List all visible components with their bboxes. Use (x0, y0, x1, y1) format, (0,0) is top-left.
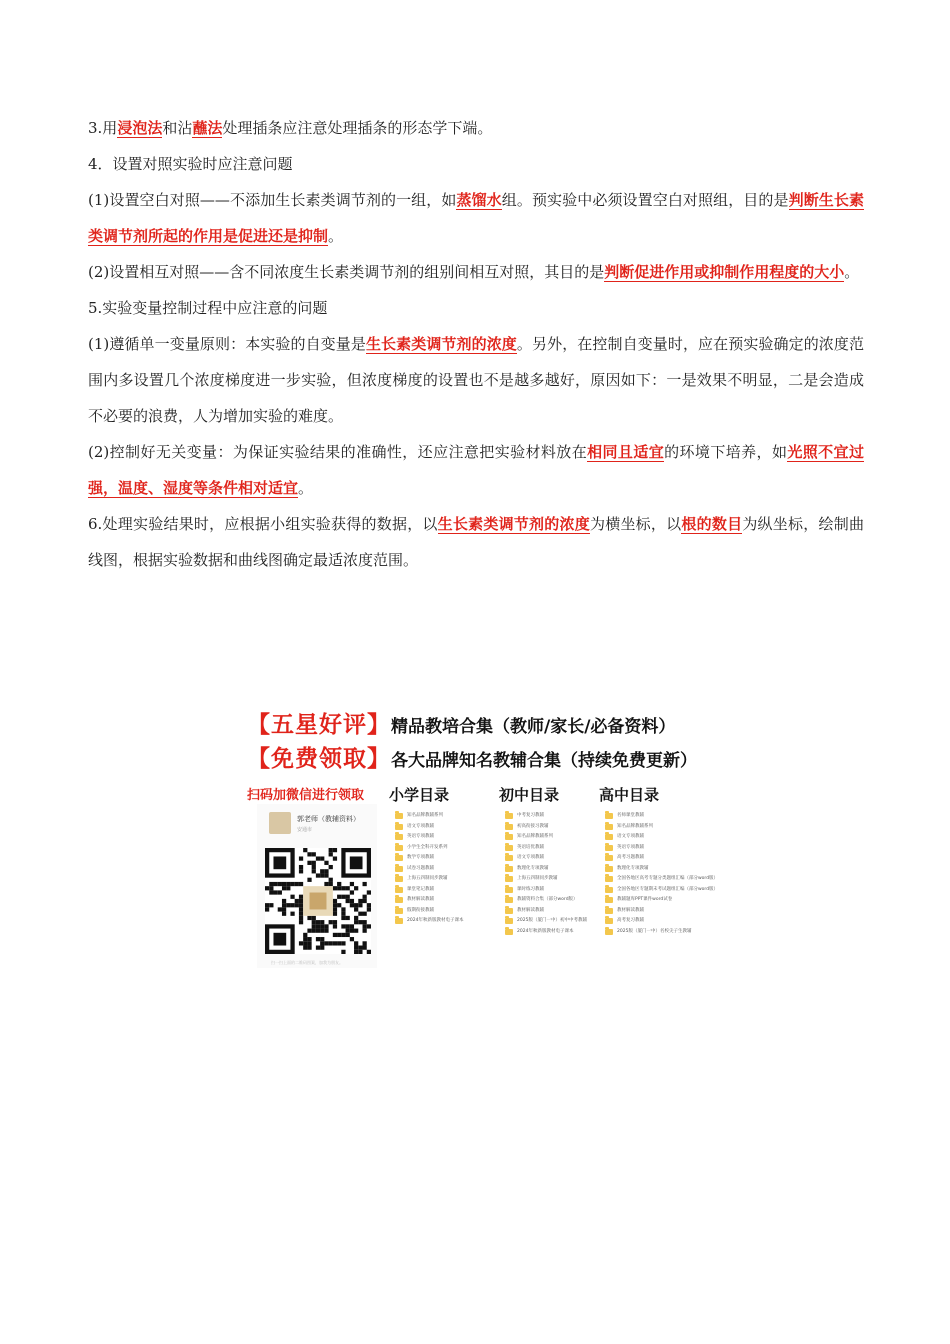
card-sub: 安通市 (297, 827, 313, 833)
promo-banner (247, 700, 719, 968)
text-run: 为纵坐标，绘制曲线图，根据实验数据和曲线图确定最适浓度范围。 (88, 515, 864, 569)
folder-name: 2025版（厦门一中）初中中考教辅 (517, 918, 587, 923)
paragraph (88, 506, 864, 578)
folder-name: 教辅资料合集（部分word版） (517, 897, 578, 902)
text-run: 。 (298, 479, 314, 497)
text-run: 。另外，在控制自变量时，应在预实验确定的浓度范围内多设置几个浓度梯度进一步实验，但浓度梯度的设置也不是越多越好，原因如下：一是效果不明显，二是会造成不必要的浪费，人为增加实验的难度。 (88, 335, 864, 425)
paragraph (88, 290, 864, 326)
folder-item[interactable] (395, 811, 449, 822)
folder-item[interactable] (605, 853, 659, 864)
folder-item[interactable] (395, 832, 449, 843)
folder-name: 知名品牌教辅系列 (517, 834, 553, 839)
text-run: 组。预实验中必须设置空白对照组，目的是 (501, 191, 789, 209)
folder-item[interactable] (505, 811, 559, 822)
card-foot: 扫一扫上面的二维码图案，加我为朋友。 (271, 960, 343, 965)
folder-name: 英语培优教辅 (517, 844, 544, 850)
folder-name: 教材解读教辅 (407, 897, 434, 902)
folder-name: 上海五四制同步教辅 (517, 876, 558, 881)
catalog-column (499, 784, 587, 937)
folder-icon (505, 908, 513, 914)
folder-item[interactable] (395, 864, 449, 875)
folder-icon (395, 824, 403, 830)
folder-item[interactable] (605, 832, 659, 843)
folder-item[interactable] (605, 822, 659, 833)
catalog-column (389, 784, 464, 927)
folder-icon (395, 908, 403, 914)
folder-item[interactable] (395, 853, 449, 864)
folder-icon (505, 897, 513, 903)
folder-name: 知名品牌教辅系列 (617, 823, 653, 829)
folder-icon (605, 929, 613, 935)
text-run: 4．设置对照实验时应注意问题 (88, 155, 293, 173)
folder-name: 中考复习教辅 (517, 813, 544, 818)
folder-item[interactable] (395, 906, 449, 917)
folder-name: 数理化专项教辅 (517, 865, 549, 871)
text-run: 6.处理实验结果时，应根据小组实验获得的数据，以 (88, 515, 438, 533)
folder-icon (605, 918, 613, 924)
folder-icon (505, 834, 513, 840)
promo-tag-free: 【免费领取】 (247, 746, 391, 772)
folder-item[interactable] (395, 885, 449, 896)
highlight-answer: 蘸法 (192, 119, 223, 137)
folder-icon (395, 845, 403, 851)
folder-icon (605, 897, 613, 903)
folder-item[interactable] (605, 864, 659, 875)
folder-name: 上海五四制同步教辅 (407, 876, 448, 881)
text-run: (1)设置空白对照——不添加生长素类调节剂的一组，如 (88, 191, 457, 209)
folder-icon (505, 887, 513, 893)
promo-desc-2: 各大品牌知名教辅合集（持续免费更新） (391, 751, 697, 771)
text-run: (2)控制好无关变量：为保证实验结果的准确性，还应注意把实验材料放在 (88, 443, 588, 461)
folder-item[interactable] (505, 874, 559, 885)
scan-label: 扫码加微信进行领取 (247, 788, 365, 803)
folder-item[interactable] (505, 916, 587, 927)
text-run: 。 (328, 227, 344, 245)
folder-item[interactable] (505, 822, 559, 833)
folder-item[interactable] (505, 853, 559, 864)
folder-item[interactable] (605, 811, 659, 822)
folder-icon (505, 876, 513, 882)
folder-name: 2024年秋新版教材电子课本 (517, 928, 574, 934)
text-run: 为横坐标，以 (589, 515, 682, 533)
folder-item[interactable] (505, 885, 559, 896)
folder-item[interactable] (395, 822, 449, 833)
folder-item[interactable] (605, 895, 673, 906)
folder-name: 数理化专项教辅 (617, 865, 649, 871)
highlight-answer: 蒸馏水 (456, 191, 502, 209)
folder-icon (395, 813, 403, 819)
folder-item[interactable] (505, 927, 574, 938)
folder-icon (505, 824, 513, 830)
folder-item[interactable] (505, 895, 578, 906)
qr-code[interactable] (265, 848, 371, 954)
text-run: 处理插条应注意处理插条的形态学下端。 (222, 119, 493, 137)
folder-icon (395, 897, 403, 903)
folder-item[interactable] (505, 843, 559, 854)
text-run: 和沾 (162, 119, 193, 137)
folder-name: 小学生全科开发系列 (407, 844, 448, 850)
folder-name: 2024年秋新版教材电子课本 (407, 918, 464, 923)
folder-item[interactable] (505, 864, 559, 875)
promo-desc-1: 精品教培合集（教师/家长/必备资料） (391, 717, 676, 737)
paragraph (88, 434, 864, 506)
folder-name: 教材解读教辅 (617, 907, 644, 913)
folder-item[interactable] (605, 916, 659, 927)
folder-name: 知名品牌教辅系列 (407, 813, 443, 818)
highlight-answer: 生长素类调节剂的浓度 (365, 335, 517, 353)
folder-name: 语文专项教辅 (407, 823, 434, 829)
folder-icon (605, 813, 613, 819)
folder-icon (505, 866, 513, 872)
folder-item[interactable] (395, 874, 449, 885)
promo-line-1 (247, 706, 675, 739)
folder-name: 试卷习题教辅 (407, 865, 434, 871)
folder-name: 全国各地区专题期末考试题组汇编（部分word版） (617, 886, 719, 892)
folder-name: 名师课堂教辅 (617, 813, 644, 818)
folder-name: 课时练习教辅 (517, 886, 544, 892)
folder-icon (605, 855, 613, 861)
folder-name: 假期衔接教辅 (407, 907, 434, 913)
folder-item[interactable] (605, 927, 692, 938)
document-body (88, 110, 864, 578)
folder-item[interactable] (505, 906, 559, 917)
folder-icon (505, 855, 513, 861)
paragraph (88, 326, 864, 434)
avatar (269, 812, 291, 834)
folder-icon (605, 887, 613, 893)
folder-item[interactable] (395, 916, 464, 927)
highlight-answer: 根的数目 (681, 515, 743, 533)
text-run: (2)设置相互对照——含不同浓度生长素类调节剂的组别间相互对照，其目的是 (88, 263, 605, 281)
paragraph (88, 110, 864, 146)
wechat-card (257, 804, 377, 968)
folder-icon (395, 876, 403, 882)
folder-icon (605, 824, 613, 830)
folder-icon (605, 908, 613, 914)
highlight-answer: 光照不宜过强，温度、湿度等条件相对适宜 (88, 443, 864, 497)
folder-name: 英语专项教辅 (407, 834, 434, 839)
folder-item[interactable] (505, 832, 559, 843)
folder-name: 高考复习教辅 (617, 918, 644, 923)
folder-name: 初高衔接习教辅 (517, 823, 549, 829)
paragraph (88, 254, 864, 290)
folder-icon (605, 834, 613, 840)
folder-icon (605, 866, 613, 872)
folder-item[interactable] (605, 885, 719, 896)
folder-icon (505, 929, 513, 935)
folder-item[interactable] (395, 843, 449, 854)
highlight-answer: 判断促进作用或抑制作用程度的大小 (604, 263, 845, 281)
text-run: 的环境下培养，如 (664, 443, 788, 461)
highlight-answer: 生长素类调节剂的浓度 (437, 515, 590, 533)
paragraph (88, 146, 864, 182)
text-run: (1)遵循单一变量原则：本实验的自变量是 (88, 335, 366, 353)
folder-icon (505, 813, 513, 819)
catalog-column (599, 784, 719, 937)
text-run: 5.实验变量控制过程中应注意的问题 (88, 299, 328, 317)
folder-item[interactable] (605, 874, 719, 885)
highlight-answer: 浸泡法 (117, 119, 163, 137)
highlight-answer: 判断生长素类调节剂所起的作用是促进还是抑制 (88, 191, 864, 245)
folder-name: 数学专项教辅 (407, 855, 434, 860)
highlight-answer: 相同且适宜 (587, 443, 665, 461)
folder-icon (395, 834, 403, 840)
folder-icon (395, 887, 403, 893)
folder-name: 教辅题库PPT课件word试卷 (617, 897, 673, 902)
folder-icon (505, 918, 513, 924)
catalog-title: 初中目录 (499, 786, 560, 804)
promo-line-2 (247, 740, 697, 773)
folder-item[interactable] (395, 895, 449, 906)
folder-icon (395, 855, 403, 861)
catalog-title: 高中目录 (599, 786, 660, 804)
folder-name: 2025版（厦门一中）名校尖子生教辅 (617, 928, 692, 934)
folder-name: 语文专项教辅 (517, 855, 544, 860)
folder-item[interactable] (605, 906, 659, 917)
folder-icon (605, 845, 613, 851)
folder-name: 全国各地区高考专题分类题组汇编（部分word版） (617, 876, 719, 881)
folder-icon (395, 918, 403, 924)
folder-icon (505, 845, 513, 851)
folder-icon (605, 876, 613, 882)
folder-name: 语文专项教辅 (617, 834, 644, 839)
folder-name: 英语专项教辅 (617, 844, 644, 850)
text-run: 3.用 (88, 119, 118, 137)
catalog-title: 小学目录 (389, 786, 450, 804)
folder-name: 课堂笔记教辅 (407, 886, 434, 892)
text-run: 。 (844, 263, 860, 281)
paragraph (88, 182, 864, 254)
card-name: 郭老师（教辅资料） (297, 815, 360, 823)
folder-name: 教材解读教辅 (517, 907, 544, 913)
promo-tag-five-star: 【五星好评】 (247, 712, 391, 738)
folder-icon (395, 866, 403, 872)
folder-name: 高考习题教辅 (617, 855, 644, 860)
folder-item[interactable] (605, 843, 659, 854)
